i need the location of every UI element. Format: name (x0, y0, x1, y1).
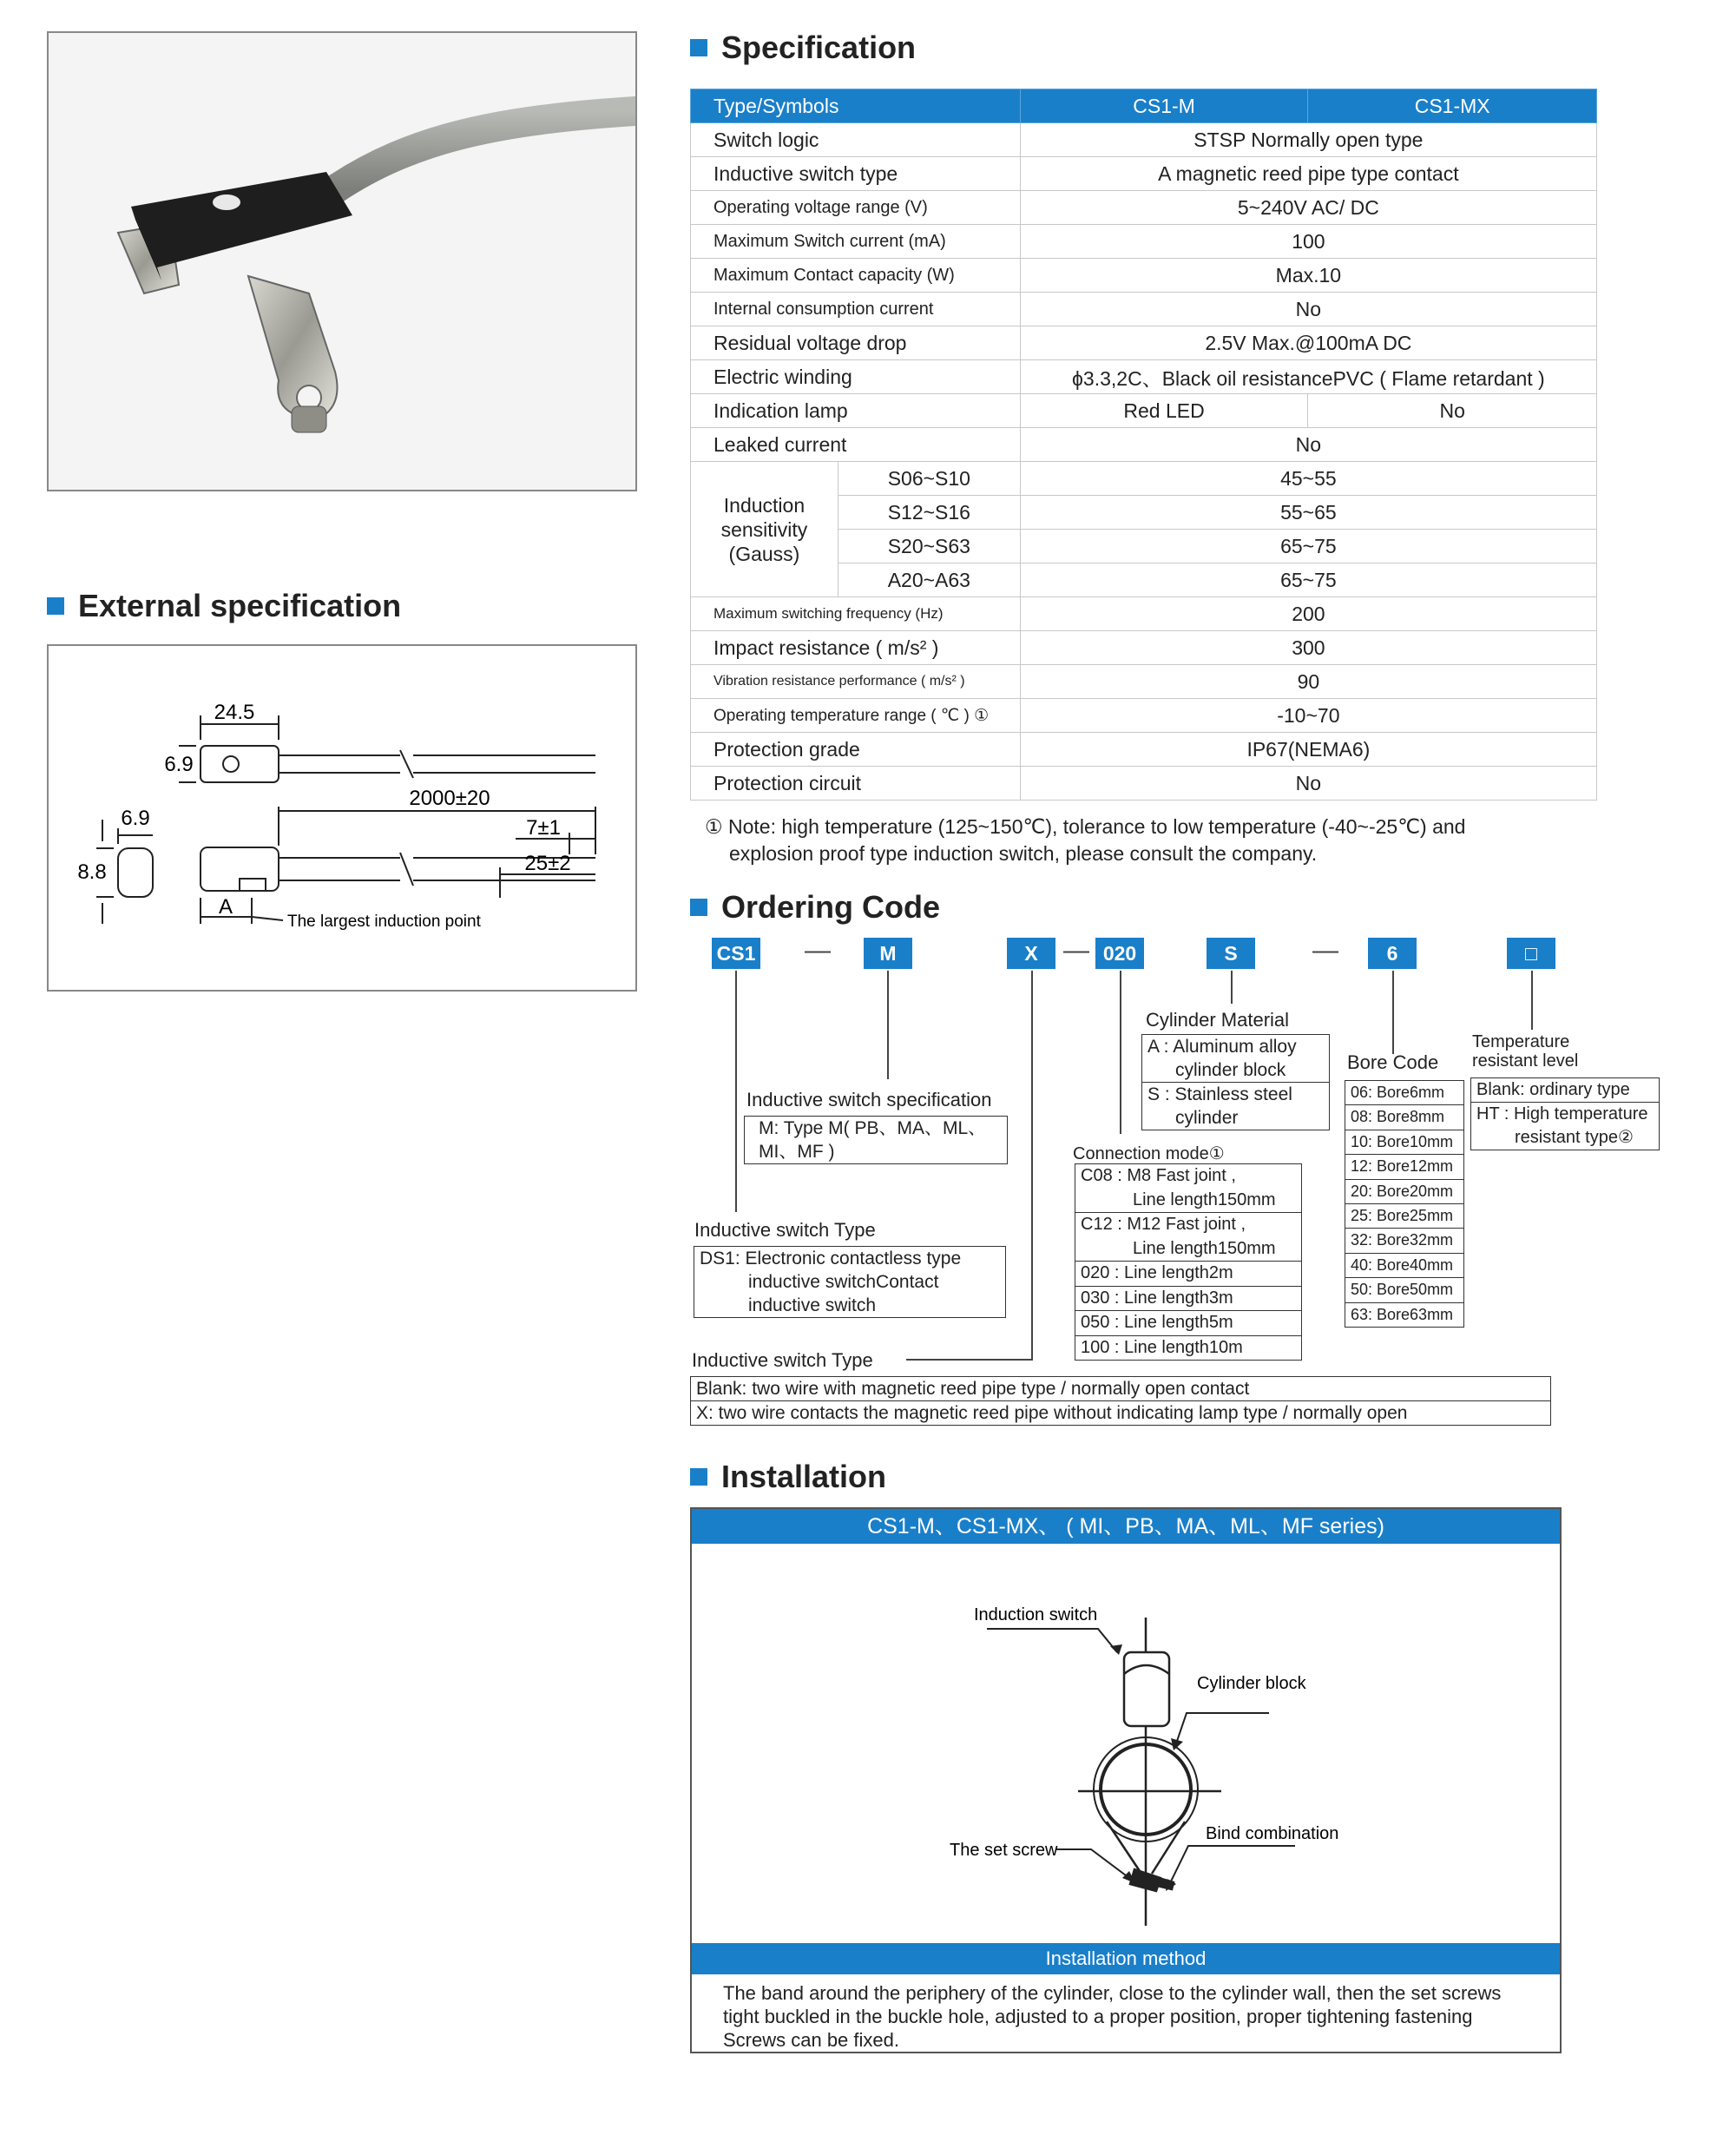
table-row: Operating temperature range ( ℃ ) ① -10~70 (691, 699, 1597, 733)
table-row: Vibration resistance performance ( m/s² ) 90 (691, 665, 1597, 699)
table-row: Impact resistance ( m/s² ) 300 (691, 631, 1597, 665)
cylinder-material-box: A : Aluminum alloy cylinder block S : Stainless steel cylinder (1141, 1034, 1330, 1130)
installation-method-bar: Installation method (692, 1943, 1560, 1974)
switch-spec-box: M: Type M( PB、MA、ML、 MI、MF ) (744, 1116, 1008, 1164)
table-row: Maximum Switch current (mA) 100 (691, 225, 1597, 259)
connector-line (906, 1359, 1033, 1361)
table-row: Protection circuit No (691, 767, 1597, 801)
connector-line (1120, 971, 1121, 1134)
installation-heading: Installation (690, 1459, 886, 1495)
connection-mode-box: C08 : M8 Fast joint , Line length150mm C12 : M12 Fast joint , Line length150mm 020 : Line length2m 030 : Line length3m 050 : Line length5m 100 : Line length10m (1075, 1163, 1302, 1361)
switch-type2-box: Blank: two wire with magnetic reed pipe type / normally open contact X: two wire contacts the magnetic reed pipe without indicating lamp type / normally open (690, 1376, 1551, 1426)
table-row: Protection grade IP67(NEMA6) (691, 733, 1597, 767)
reed-switch-illustration (49, 33, 635, 490)
dim-24-5: 24.5 (214, 701, 255, 724)
connector-line (887, 971, 889, 1079)
table-row: Maximum Contact capacity (W) Max.10 (691, 259, 1597, 293)
header-type-symbols: Type/Symbols (691, 89, 1021, 123)
code-dash: — (805, 936, 831, 965)
spec-note: ① Note: high temperature (125~150℃), tolerance to low temperature (-40~-25℃) and explosion proof type induction switch, please consult the company. (705, 815, 1466, 865)
connector-line (1231, 971, 1233, 1004)
temperature-box: Blank: ordinary type HT : High temperature resistant type② (1470, 1077, 1660, 1150)
dim-7: 7±1 (526, 816, 561, 840)
table-row: Maximum switching frequency (Hz) 200 (691, 597, 1597, 631)
bullet-square-icon (690, 899, 707, 916)
induction-sensitivity-label: Induction sensitivity (Gauss) (691, 462, 838, 597)
label-bind-combination: Bind combination (1206, 1824, 1339, 1843)
code-s: S (1207, 938, 1255, 969)
switch-type-box: DS1: Electronic contactless type inductive switchContact inductive switch (694, 1246, 1006, 1318)
installation-panel (690, 1507, 1562, 2053)
table-row: Switch logic STSP Normally open type (691, 123, 1597, 157)
table-header-row (691, 89, 1597, 123)
header-cs1-m: CS1-M (1020, 89, 1308, 123)
code-m: M (864, 938, 912, 969)
table-row: Induction sensitivity (Gauss) S06~S10 45~55 (691, 462, 1597, 496)
connector-line (1392, 971, 1394, 1054)
temperature-title: Temperature resistant level (1472, 1032, 1579, 1071)
installation-diagram (692, 1544, 1560, 1934)
connector-line (1531, 971, 1533, 1030)
largest-induction-point-label: The largest induction point (287, 913, 481, 931)
label-set-screw: The set screw (950, 1841, 1058, 1860)
bore-code-title: Bore Code (1347, 1051, 1439, 1073)
connector-line (1031, 971, 1033, 1360)
table-row: Residual voltage drop 2.5V Max.@100mA DC (691, 326, 1597, 360)
table-row: Inductive switch type A magnetic reed pipe type contact (691, 157, 1597, 191)
switch-type-title: Inductive switch Type (694, 1219, 876, 1241)
dim-6-9-end: 6.9 (121, 807, 150, 830)
code-x: X (1007, 938, 1055, 969)
product-photo (47, 31, 637, 491)
installation-method-text: The band around the periphery of the cylinder, close to the cylinder wall, then the set screws tight buckled in the buckle hole, adjusted to a proper position, proper tightening fastening Screws can be fixed. (723, 1982, 1502, 2051)
table-row: S20~S63 65~75 (691, 530, 1597, 563)
table-row: Internal consumption current No (691, 293, 1597, 326)
bore-code-box: 06: Bore6mm 08: Bore8mm 10: Bore10mm 12: Bore12mm 20: Bore20mm 25: Bore25mm 32: Bore32mm 40: Bore40mm 50: Bore50mm 63: Bore63mm (1345, 1080, 1464, 1328)
table-row: Operating voltage range (V) 5~240V AC/ DC (691, 191, 1597, 225)
switch-spec-title: Inductive switch specification (746, 1089, 992, 1110)
header-cs1-mx: CS1-MX (1308, 89, 1597, 123)
dim-8-8: 8.8 (77, 860, 107, 884)
bullet-square-icon (690, 39, 707, 56)
connector-line (735, 971, 737, 1212)
external-spec-heading: External specification (47, 588, 401, 624)
switch-type2-title: Inductive switch Type (692, 1349, 873, 1371)
table-row: Electric winding ϕ3.3,2C、Black oil resistancePVC ( Flame retardant ) (691, 360, 1597, 394)
code-6: 6 (1368, 938, 1417, 969)
dimension-drawing (49, 646, 635, 990)
specification-table (690, 89, 1597, 801)
dim-25: 25±2 (524, 852, 571, 875)
bullet-square-icon (690, 1468, 707, 1486)
label-cylinder-block: Cylinder block (1197, 1674, 1306, 1693)
table-row: A20~A63 65~75 (691, 563, 1597, 597)
table-row: S12~S16 55~65 (691, 496, 1597, 530)
installation-title-bar: CS1-M、CS1-MX、 ( MI、PB、MA、ML、MF series) (692, 1509, 1560, 1544)
code-dash: — (1063, 936, 1089, 965)
external-spec-drawing (47, 644, 637, 992)
dim-a: A (218, 895, 233, 919)
code-temp-placeholder: □ (1507, 938, 1555, 969)
code-dash: — (1312, 936, 1338, 965)
cylinder-material-title: Cylinder Material (1146, 1009, 1290, 1031)
dim-6-9-side: 6.9 (164, 753, 194, 776)
ordering-code-heading: Ordering Code (690, 889, 940, 926)
table-row: Indication lamp Red LED No (691, 394, 1597, 428)
specification-heading: Specification (690, 30, 916, 66)
bullet-square-icon (47, 597, 64, 615)
label-induction-switch: Induction switch (974, 1605, 1098, 1624)
code-cs1: CS1 (712, 938, 760, 969)
connection-mode-title: Connection mode① (1073, 1144, 1225, 1163)
dim-2000: 2000±20 (409, 787, 490, 810)
table-row: Leaked current No (691, 428, 1597, 462)
code-020: 020 (1095, 938, 1144, 969)
